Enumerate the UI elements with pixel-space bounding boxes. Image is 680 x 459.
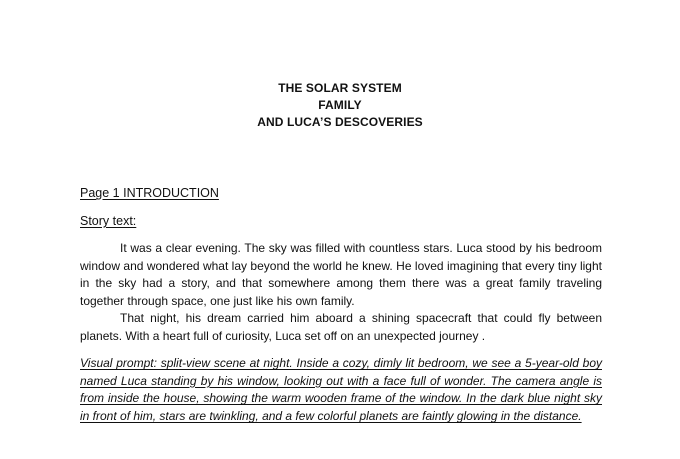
visual-prompt: Visual prompt: split-view scene at night. Inside a cozy, dimly lit bedroom, we see a 5-year-old boy named Luca standing by his window, looking out with a face full of wonder. The camera angle is from inside the house, showing the warm wooden frame of the window. In the dark blue night sky in front of him, stars are twinkling, and a few colorful planets are faintly glowing in the distance. xyxy=(80,356,602,424)
story-paragraph-1: It was a clear evening. The sky was filled with countless stars. Luca stood by his bedroom window and wondered what lay beyond the world he knew. He loved imagining that every tiny light in the sky had a story, and that somewhere among them there was a great family traveling together through space, one just like his own family. xyxy=(80,241,602,308)
story-body xyxy=(80,240,602,345)
story-paragraph-2: That night, his dream carried him aboard a shining spacecraft that could fly between planets. With a heart full of curiosity, Luca set off on an unexpected journey . xyxy=(80,311,602,343)
title-line-1: THE SOLAR SYSTEM xyxy=(278,81,402,95)
section-heading: Page 1 INTRODUCTION xyxy=(80,186,219,200)
title-line-2: FAMILY xyxy=(318,98,362,112)
story-label: Story text: xyxy=(80,214,137,228)
title-line-3: AND LUCA’S DESCOVERIES xyxy=(257,115,423,129)
document-title xyxy=(0,80,680,131)
